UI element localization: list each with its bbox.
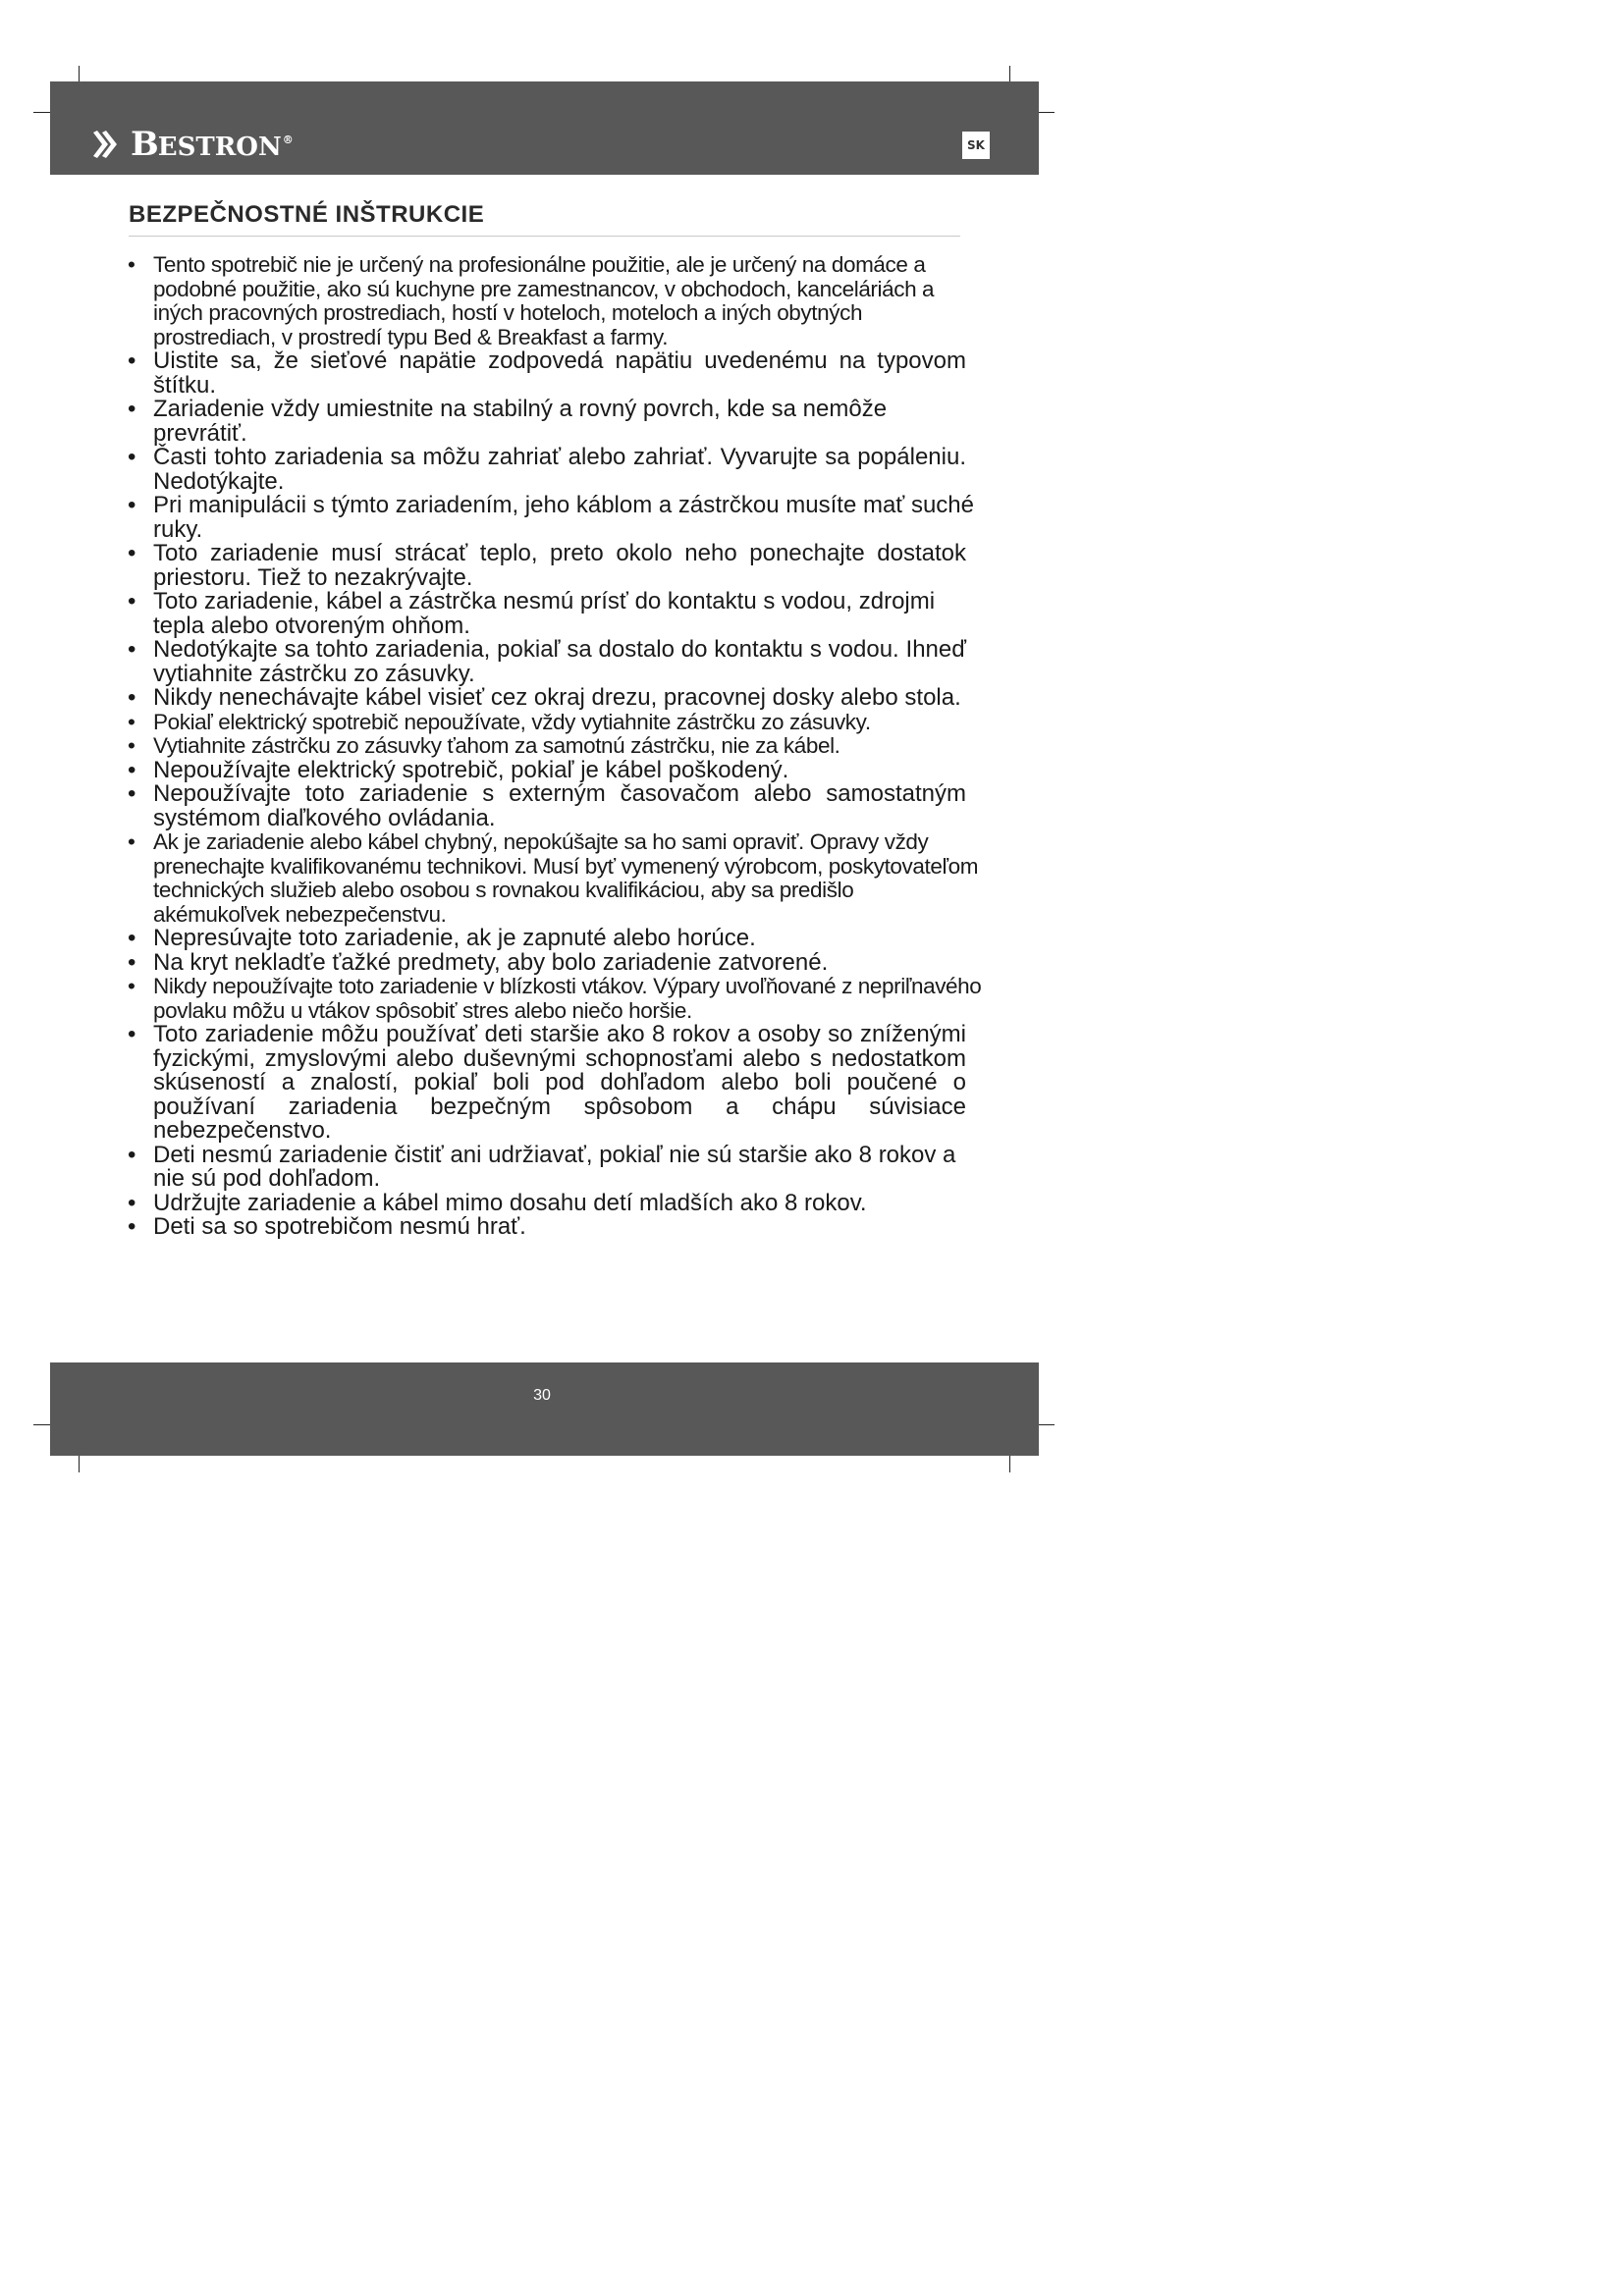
list-item: • Pri manipulácii s týmto zariadením, jeho káblom a zástrčkou musíte mať suché ruky. [128,494,982,542]
list-item: • Na kryt nekladťe ťažké predmety, aby bolo zariadenie zatvorené. [128,951,982,976]
list-item: • Udržujte zariadenie a kábel mimo dosahu detí mladších ako 8 rokov. [128,1192,982,1216]
list-item: • Deti sa so spotrebičom nesmú hrať. [128,1215,982,1240]
list-item: • Nepoužívajte toto zariadenie s externým časovačom alebo samostatným systémom diaľkového ovládania. [128,782,966,830]
list-item: • Časti tohto zariadenia sa môžu zahriať alebo zahriať. Vyvarujte sa popáleniu. Nedotýkajte. [128,446,966,494]
list-item: • Toto zariadenie musí strácať teplo, preto okolo neho ponechajte dostatok priestoru. Tiež to nezakrývajte. [128,542,966,590]
page-number: 30 [533,1387,551,1404]
list-item: • Nepoužívajte elektrický spotrebič, pokiaľ je kábel poškodený. [128,759,982,783]
list-item: • Deti nesmú zariadenie čistiť ani udržiavať, pokiaľ nie sú staršie ako 8 rokov a nie sú pod dohľadom. [128,1144,982,1192]
registered-mark: ® [282,133,293,146]
double-chevron-icon [93,131,125,158]
brand-wordmark: BESTRON® [131,125,293,164]
list-item: • Vytiahnite zástrčku zo zásuvky ťahom za samotnú zástrčku, nie za kábel. [128,734,982,759]
list-item: • Nikdy nepoužívajte toto zariadenie v blízkosti vtákov. Výpary uvoľňované z nepriľnavého povlaku môžu u vtákov spôsobiť stres alebo niečo horšie. [128,975,982,1023]
safety-instructions-list [128,253,982,1240]
list-item: • Nepresúvajte toto zariadenie, ak je zapnuté alebo horúce. [128,927,982,951]
footer-band [50,1362,1039,1456]
list-item: • Zariadenie vždy umiestnite na stabilný a rovný povrch, kde sa nemôže prevrátiť. [128,398,982,446]
list-item: • Nikdy nenechávajte kábel visieť cez okraj drezu, pracovnej dosky alebo stola. [128,686,966,711]
language-badge: SK [962,132,990,159]
list-item: • Toto zariadenie, kábel a zástrčka nesmú prísť do kontaktu s vodou, zdrojmi tepla alebo otvoreným ohňom. [128,590,982,638]
list-item: • Ak je zariadenie alebo kábel chybný, nepokúšajte sa ho sami opraviť. Opravy vždy prenechajte kvalifikovanému technikovi. Musí byť vymenený výrobcom, poskytovateľom technických služieb alebo osobou s rovnakou kvalifikáciou, aby sa predišlo akémukoľvek nebezpečenstvu. [128,830,982,927]
section-title: BEZPEČNOSTNÉ INŠTRUKCIE [129,201,485,228]
title-divider [129,236,960,237]
list-item: • Uistite sa, že sieťové napätie zodpovedá napätiu uvedenému na typovom štítku. [128,349,966,398]
list-item: • Tento spotrebič nie je určený na profesionálne použitie, ale je určený na domáce a podobné použitie, ako sú kuchyne pre zamestnancov, v obchodoch, kanceláriách a iných pracovných prostrediach, hostí v hoteloch, moteloch a iných obytných prostrediach, v prostredí typu Bed & Breakfast a farmy. [128,253,982,349]
brand-logo [93,125,293,164]
list-item: • Toto zariadenie môžu používať deti staršie ako 8 rokov a osoby so zníženými fyzickými, zmyslovými alebo duševnými schopnosťami alebo s nedostatkom skúseností a znalostí, pokiaľ boli pod dohľadom alebo boli poučené o používaní zariadenia bezpečným spôsobom a chápu súvisiace nebezpečenstvo. [128,1023,966,1144]
list-item: • Nedotýkajte sa tohto zariadenia, pokiaľ sa dostalo do kontaktu s vodou. Ihneď vytiahnite zástrčku zo zásuvky. [128,638,966,686]
list-item: • Pokiaľ elektrický spotrebič nepoužívate, vždy vytiahnite zástrčku zo zásuvky. [128,711,982,735]
